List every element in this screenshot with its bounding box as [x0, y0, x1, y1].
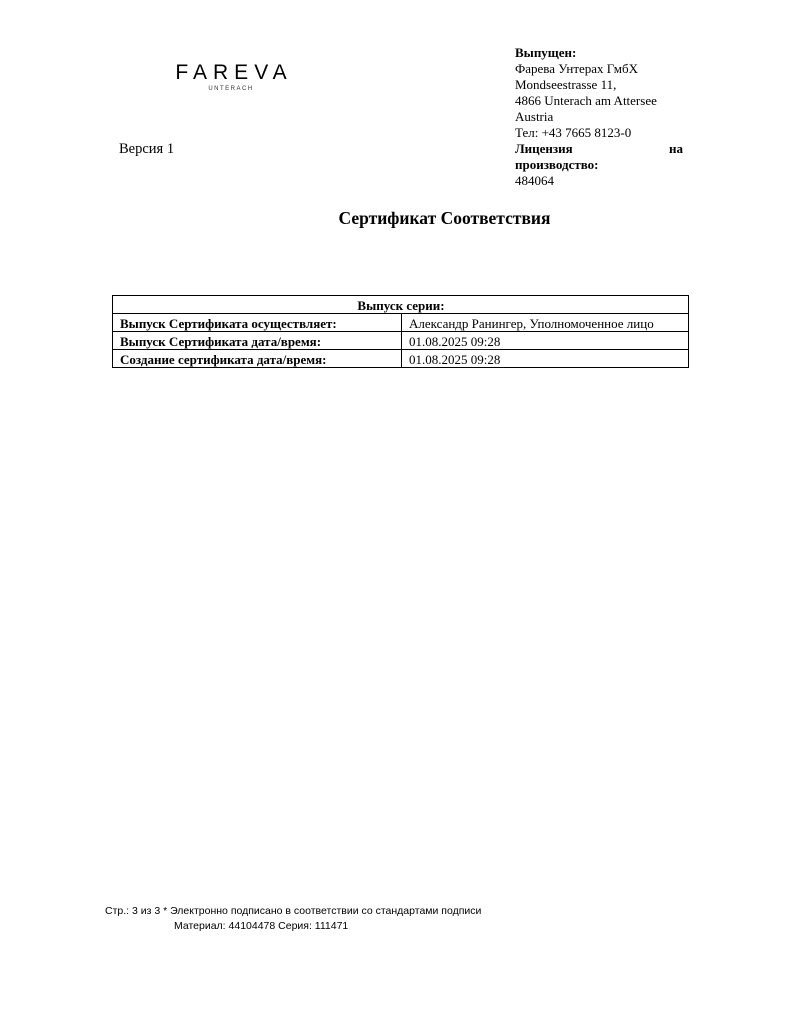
company-logo	[149, 62, 313, 93]
license-number: 484064	[515, 173, 554, 188]
license-word-2: на	[669, 141, 683, 156]
footer-page-info: Стр.: 3 из 3 * Электронно подписано в соответствии со стандартами подписи	[105, 905, 482, 917]
issuer-block	[515, 45, 683, 189]
license-heading-cont: производство:	[515, 157, 599, 172]
row-label: Выпуск Сертификата осуществляет:	[113, 314, 402, 332]
document-title: Сертификат Соответствия	[338, 208, 551, 228]
issuer-heading: Выпущен:	[515, 45, 577, 60]
table-header: Выпуск серии:	[113, 296, 689, 314]
row-value: Александр Ранингер, Уполномоченное лицо	[402, 314, 689, 332]
logo-wordmark: FAREVA	[175, 61, 293, 84]
license-heading	[515, 141, 683, 157]
footer-material-info: Материал: 44104478 Серия: 111471	[174, 920, 349, 932]
table-row	[113, 350, 689, 368]
table-row	[113, 332, 689, 350]
issuer-city: 4866 Unterach am Attersee	[515, 93, 657, 108]
page-footer	[105, 904, 481, 934]
issuer-company: Фарева Унтерах ГмбХ	[515, 61, 639, 76]
document-version: Версия 1	[119, 141, 175, 157]
row-label: Создание сертификата дата/время:	[113, 350, 402, 368]
license-word-1: Лицензия	[515, 141, 573, 156]
issuer-phone: Тел: +43 7665 8123-0	[515, 125, 632, 140]
issuer-street: Mondseestrasse 11,	[515, 77, 617, 92]
table-header-row	[113, 296, 689, 314]
batch-release-table	[112, 295, 689, 368]
logo-subtitle: UNTERACH	[208, 86, 254, 92]
row-value: 01.08.2025 09:28	[402, 332, 689, 350]
row-label: Выпуск Сертификата дата/время:	[113, 332, 402, 350]
row-value: 01.08.2025 09:28	[402, 350, 689, 368]
issuer-country: Austria	[515, 109, 554, 124]
table-row	[113, 314, 689, 332]
